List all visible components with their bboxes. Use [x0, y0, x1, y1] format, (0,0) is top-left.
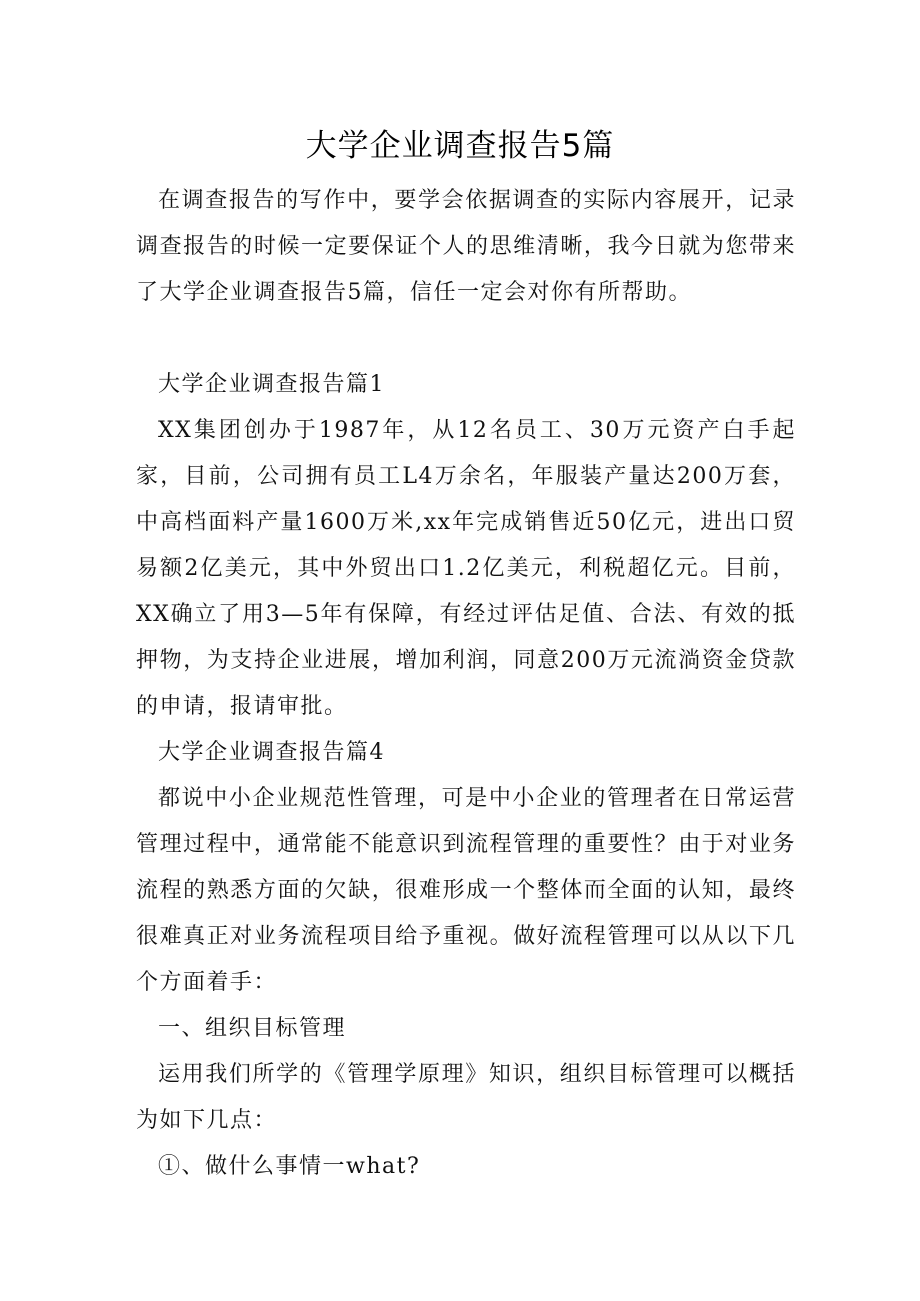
paragraph-spacer: [136, 316, 796, 362]
section1-heading: 大学企业调查报告篇1: [158, 372, 385, 397]
section4-subparagraph: 运用我们所学的《管理学原理》知识，组织目标管理可以概括为如下几点：: [136, 1062, 796, 1133]
section4-heading: 大学企业调查报告篇4: [158, 740, 385, 765]
document-body: [136, 178, 796, 1190]
section4-subheading: 一、组织目标管理: [158, 1016, 347, 1041]
intro-paragraph: 在调查报告的写作中，要学会依据调查的实际内容展开，记录调查报告的时候一定要保证个人的思维清晰，我今日就为您带来了大学企业调查报告5篇，信任一定会对你有所帮助。: [136, 188, 796, 305]
section4-paragraph: 都说中小企业规范性管理，可是中小企业的管理者在日常运营管理过程中，通常能不能意识到流程管理的重要性？由于对业务流程的熟悉方面的欠缺，很难形成一个整体而全面的认知，最终很难真正对业务流程项目给予重视。做好流程管理可以从以下几个方面着手：: [136, 786, 796, 995]
section1-paragraph: XX集团创办于1987年，从12名员工、30万元资产白手起家，目前，公司拥有员工L4万余名，年服装产量达200万套，中高档面料产量1600万米,xx年完成销售近50亿元，进出口贸易额2亿美元，其中外贸出口1.2亿美元，利税超亿元。目前，XX确立了用3—5年有保障，有经过评估足值、合法、有效的抵押物，为支持企业进展，增加利润，同意200万元流淌资金贷款的申请，报请审批。: [136, 418, 796, 719]
section4-list-item: ①、做什么事情一what?: [158, 1154, 421, 1179]
document-title: 大学企业调查报告5篇: [305, 128, 615, 164]
